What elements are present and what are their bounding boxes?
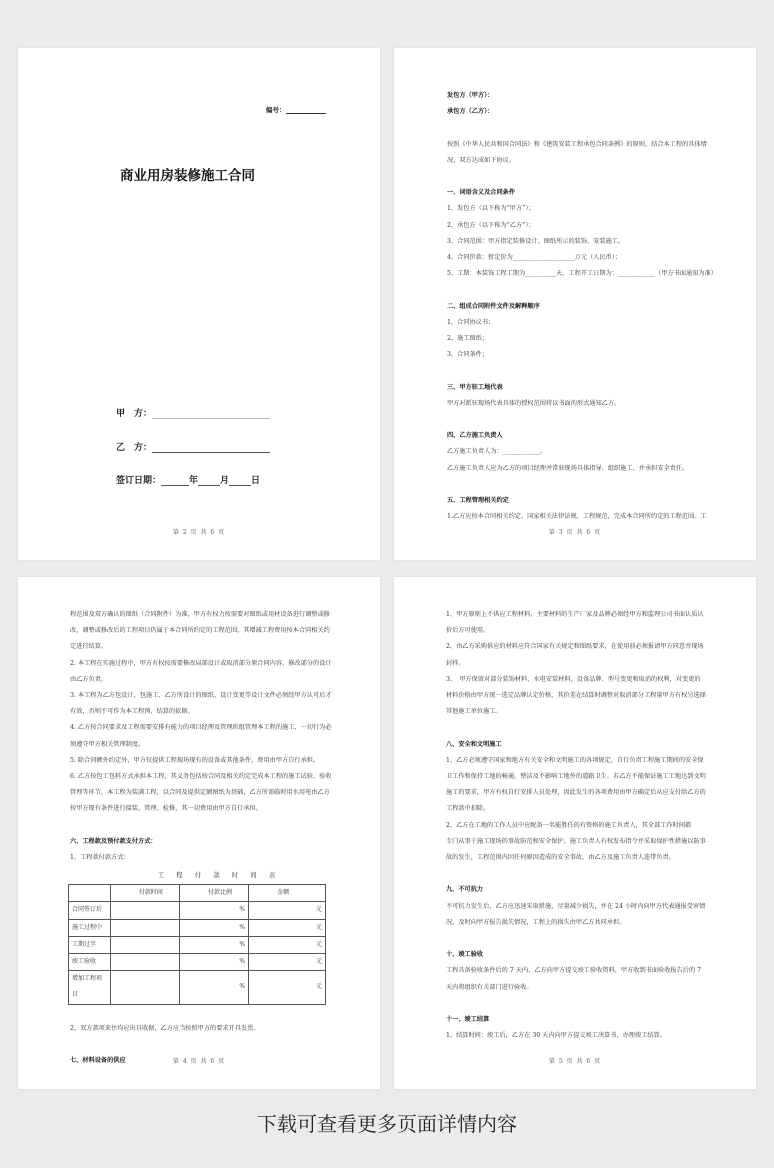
body-line: 2. 本工程在实施过程中，甲方有权按需要修改局部设计或取消部分原合同内容，修改部分的设计 [70,659,332,667]
day-label: 日 [251,476,261,486]
table-row [69,936,326,953]
body-line: 3、合同范围：甲方指定装修设计、图纸所示的装饰、安装施工。 [447,237,625,245]
body-line: 1、合同协议书； [447,318,495,326]
download-prompt: 下载可查看更多页面详情内容 [257,1112,517,1136]
month-blank [198,475,220,486]
party-a-label: 甲 方： [116,409,153,419]
section-heading: 七、材料设备的供应 [70,1057,126,1065]
section-heading: 二、组成合同附件文件及解释顺序 [447,302,540,310]
body-line: 3、 甲方保留对部分装饰材料、水电安装材料、设备品牌、型号变更和取消的权利，对变更的 [446,675,701,683]
body-line: 由乙方负责。 [70,675,108,683]
table-cell: % [179,902,248,919]
body-line [446,931,731,947]
body-line [447,169,727,185]
body-line: 材料价格由甲方统一选定品牌认定价格，其价差在结算时调整对取消部分工程量甲方有权另选择 [446,692,706,700]
party-a-field [116,406,270,419]
table-row [69,971,326,1004]
body-line: 须遵守甲方相关管理制度。 [70,740,145,748]
body-line: 其他施工单位施工。 [446,708,502,716]
table-cell [110,971,179,1004]
body-line [447,412,727,428]
table-cell: % [179,936,248,953]
year-blank [161,475,189,486]
body-line: 程范围及双方确认的图纸（合同附件）为准，甲方有权力按需要对图纸或用材设备进行调整或修 [70,611,330,618]
party-b-field [116,440,270,453]
body-line: 改，调整或修改后的工程项目仍属于本合同所约定的工程范围，其增减工程费用按本合同相关约 [70,627,330,635]
table-cell: 施工过程中 [69,919,111,936]
body-line: 2、由乙方采购供应的材料应符合国家有关规定和图纸要求，在使用前必须报请甲方同意并现场 [446,643,704,651]
table-cell: 工期过半 [69,936,111,953]
body-line: 1、工程款付款方式： [70,854,130,862]
body-line: 5、工期：本装饰工程工期为__________天，工程开工日期为：____________（甲方书面通知为准） [447,270,717,278]
page-body-top [70,607,355,866]
section-heading: 十、竣工验收 [446,951,484,959]
body-line: 按甲方现有条件进行接装、管理、检修，其一切费用由甲方自行承担。 [70,805,262,813]
body-line: 天内将组织有关部门进行验收。 [446,983,533,991]
table-cell: 元 [249,919,326,936]
body-line [70,1005,355,1021]
payment-table-title: 工程付款时间表 [157,871,288,880]
body-line: 4. 乙方按合同要求及工程需要安排有能力的项目经理及管理班组管理本工程的施工，一切行为必 [70,724,332,732]
section-heading: 十一、竣工结算 [446,1016,490,1024]
month-label: 月 [220,476,230,486]
body-line: 3、合同条件； [447,351,489,359]
payment-table [68,884,326,1004]
body-line: 5. 除合同额外约定外，甲方仅提供工程现场现有的设备或其他条件，费用由甲方自行承担。 [70,756,320,764]
body-line: 2、施工图纸； [447,335,489,343]
body-line [447,363,727,379]
table-cell: % [179,971,248,1004]
table-cell: % [179,919,248,936]
section-heading: 六、工程款及预付款支付方式： [70,837,157,845]
body-line: 况，双方达成如下协议。 [447,156,516,164]
body-line: 专门从事于施工现场的事故防范和安全保护。施工负责人有权发布指令并采取保护性措施以防事 [446,837,706,845]
page-body [70,607,355,1069]
page-body [446,607,731,1044]
contract-page-4 [394,577,756,1089]
body-line: 乙方施工负责人为：____________。 [447,448,546,456]
body-line [447,120,727,136]
page-number: 第 3 页 共 6 页 [548,529,602,536]
contract-number [266,105,326,114]
body-line: 甲方对派驻现场代表具体的授权范围将以书面的形式通知乙方。 [447,399,621,407]
table-header-cell [69,885,111,902]
day-blank [229,475,251,486]
body-line [446,866,731,882]
body-line: 1.乙方应按本合同相关约定、国家相关法律法规、工程规范，完成本合同所约定的工程范围。工 [447,513,707,521]
body-line: 施工的要求，甲方有权自行安排人员处理，因此发生的各项费用由甲方确定后从应支付给乙方的 [446,789,706,797]
table-cell: 元 [249,971,326,1004]
body-line [70,818,355,834]
table-row [69,902,326,919]
body-line: 有效，否则不可作为本工程预、结算的依据。 [70,708,194,716]
party-b-blank [152,442,270,453]
table-cell: 元 [249,902,326,919]
contract-page-2 [394,48,756,560]
body-line: 1、乙方必须遵守国家和地方有关安全和文明施工的各项规定，自行负责工程施工期间的安全保 [446,756,704,764]
document-title: 商业用房装修施工合同 [120,168,255,184]
year-label: 年 [189,476,199,486]
body-line: 2、承包方（以下称为“乙方”）； [447,221,535,229]
table-cell: 竣工验收 [69,954,111,971]
table-cell [110,936,179,953]
party-a-blank [152,408,270,419]
body-line: 2、双方款项来往均应出具收据，乙方应当按照甲方的要求开具发票。 [70,1024,260,1032]
sign-date-field [116,473,260,486]
contract-page-cover [18,48,380,560]
table-cell: 合同签订后 [69,902,111,919]
body-line: 卫工作和保持工地的畅通、整洁及不影响工地外的道路卫生。若乙方不能保证施工工地达到文明 [446,773,706,781]
table-header-cell: 付款时间 [110,885,179,902]
body-line: 管理等环节，本工程为装满工程，以合同及提供定额图纸为基础，乙方所需临时用水用电由乙方 [70,789,330,797]
body-line [70,1037,355,1053]
table-header-cell: 金额 [249,885,326,902]
table-cell: % [179,954,248,971]
section-heading: 三、甲方驻工地代表 [447,383,503,391]
page-number: 第 5 页 共 6 页 [548,1058,602,1065]
body-line: 封样。 [446,659,465,667]
body-line: 故的发生，工程范围内因任何原因造成的安全事故，由乙方及施工负责人连带负责。 [446,854,675,862]
section-heading: 承包方（乙方）： [447,108,494,116]
party-b-label: 乙 方： [116,443,153,453]
table-cell: 增加工程项目 [69,971,111,1004]
table-cell: 元 [249,954,326,971]
body-line [447,282,727,298]
body-line: 6. 乙方按包工包料方式承担本工程，其义务包括按合同及相关约定完成本工程的施工试验、验收 [70,773,332,781]
table-cell [110,954,179,971]
body-line: 定进行结算。 [70,643,108,651]
table-header-cell: 付款比例 [179,885,248,902]
body-line: 1、发包方（以下称为“甲方”）； [447,205,535,213]
body-line: 工程具备验收条件后的 7 天内，乙方向甲方提交竣工验收资料，甲方收到书面验收报告后的 7 [446,967,702,975]
body-line [446,996,731,1012]
body-line: 1、甲方原则上不供应工程材料，主要材料的生产厂家及品牌必须经甲方和监理公司书面认质认 [446,611,704,618]
page-body [447,88,727,525]
page-number: 第 4 页 共 6 页 [172,1058,226,1065]
section-heading: 八、安全和文明施工 [446,740,502,748]
body-line: 价后方可使用。 [446,627,490,635]
body-line [446,720,731,736]
table-row [69,919,326,936]
section-heading: 四、乙方施工负责人 [447,432,503,440]
table-cell [110,902,179,919]
section-heading: 发包方（甲方）： [447,92,494,99]
table-cell [110,919,179,936]
body-line: 1、结算时间：竣工后，乙方在 30 天内向甲方提交竣工决算书，办理竣工结算。 [446,1032,666,1040]
body-line: 不可抗力发生后，乙方应迅速采取措施，尽量减少损失，并在 24 小时内向甲方代表通报受害情 [446,902,706,910]
contract-page-3 [18,577,380,1089]
body-line: 况，及时向甲方报告损失情况，工程上的损失由甲乙方共同承担。 [446,918,626,926]
section-heading: 九、不可抗力 [446,886,484,894]
body-line: 2、乙方在工地的工作人员中应配备一名能胜任的有资格的施工负责人，其全部工作时间都 [446,821,692,829]
body-line: 按照《中华人民共和国合同法》和《建筑安装工程承包合同条例》的原则，结合本工程的具体情 [447,140,707,148]
table-header-row [69,885,326,902]
body-line: 乙方施工负责人应为乙方的项目经理并常驻现场具体指导、组织施工、并承担安全责任。 [447,464,689,472]
body-line [447,477,727,493]
body-line: 3. 本工程为乙方包设计、包施工，乙方所设计的图纸、设计变更等设计文件必须经甲方认可后才 [70,692,332,700]
table-row [69,954,326,971]
table-cell: 元 [249,936,326,953]
contract-number-label: 编号： [266,106,286,114]
sign-date-label: 签订日期： [116,476,162,486]
body-line: 工程款中扣除。 [446,805,490,813]
body-line: 4、合同价款：暂定价为____________________万元（人民币）； [447,254,622,262]
section-heading: 五、工程管理相关约定 [447,497,509,505]
contract-number-blank [286,106,326,114]
page-number: 第 2 页 共 6 页 [172,529,226,536]
section-heading: 一、词语含义及合同条件 [447,189,516,197]
